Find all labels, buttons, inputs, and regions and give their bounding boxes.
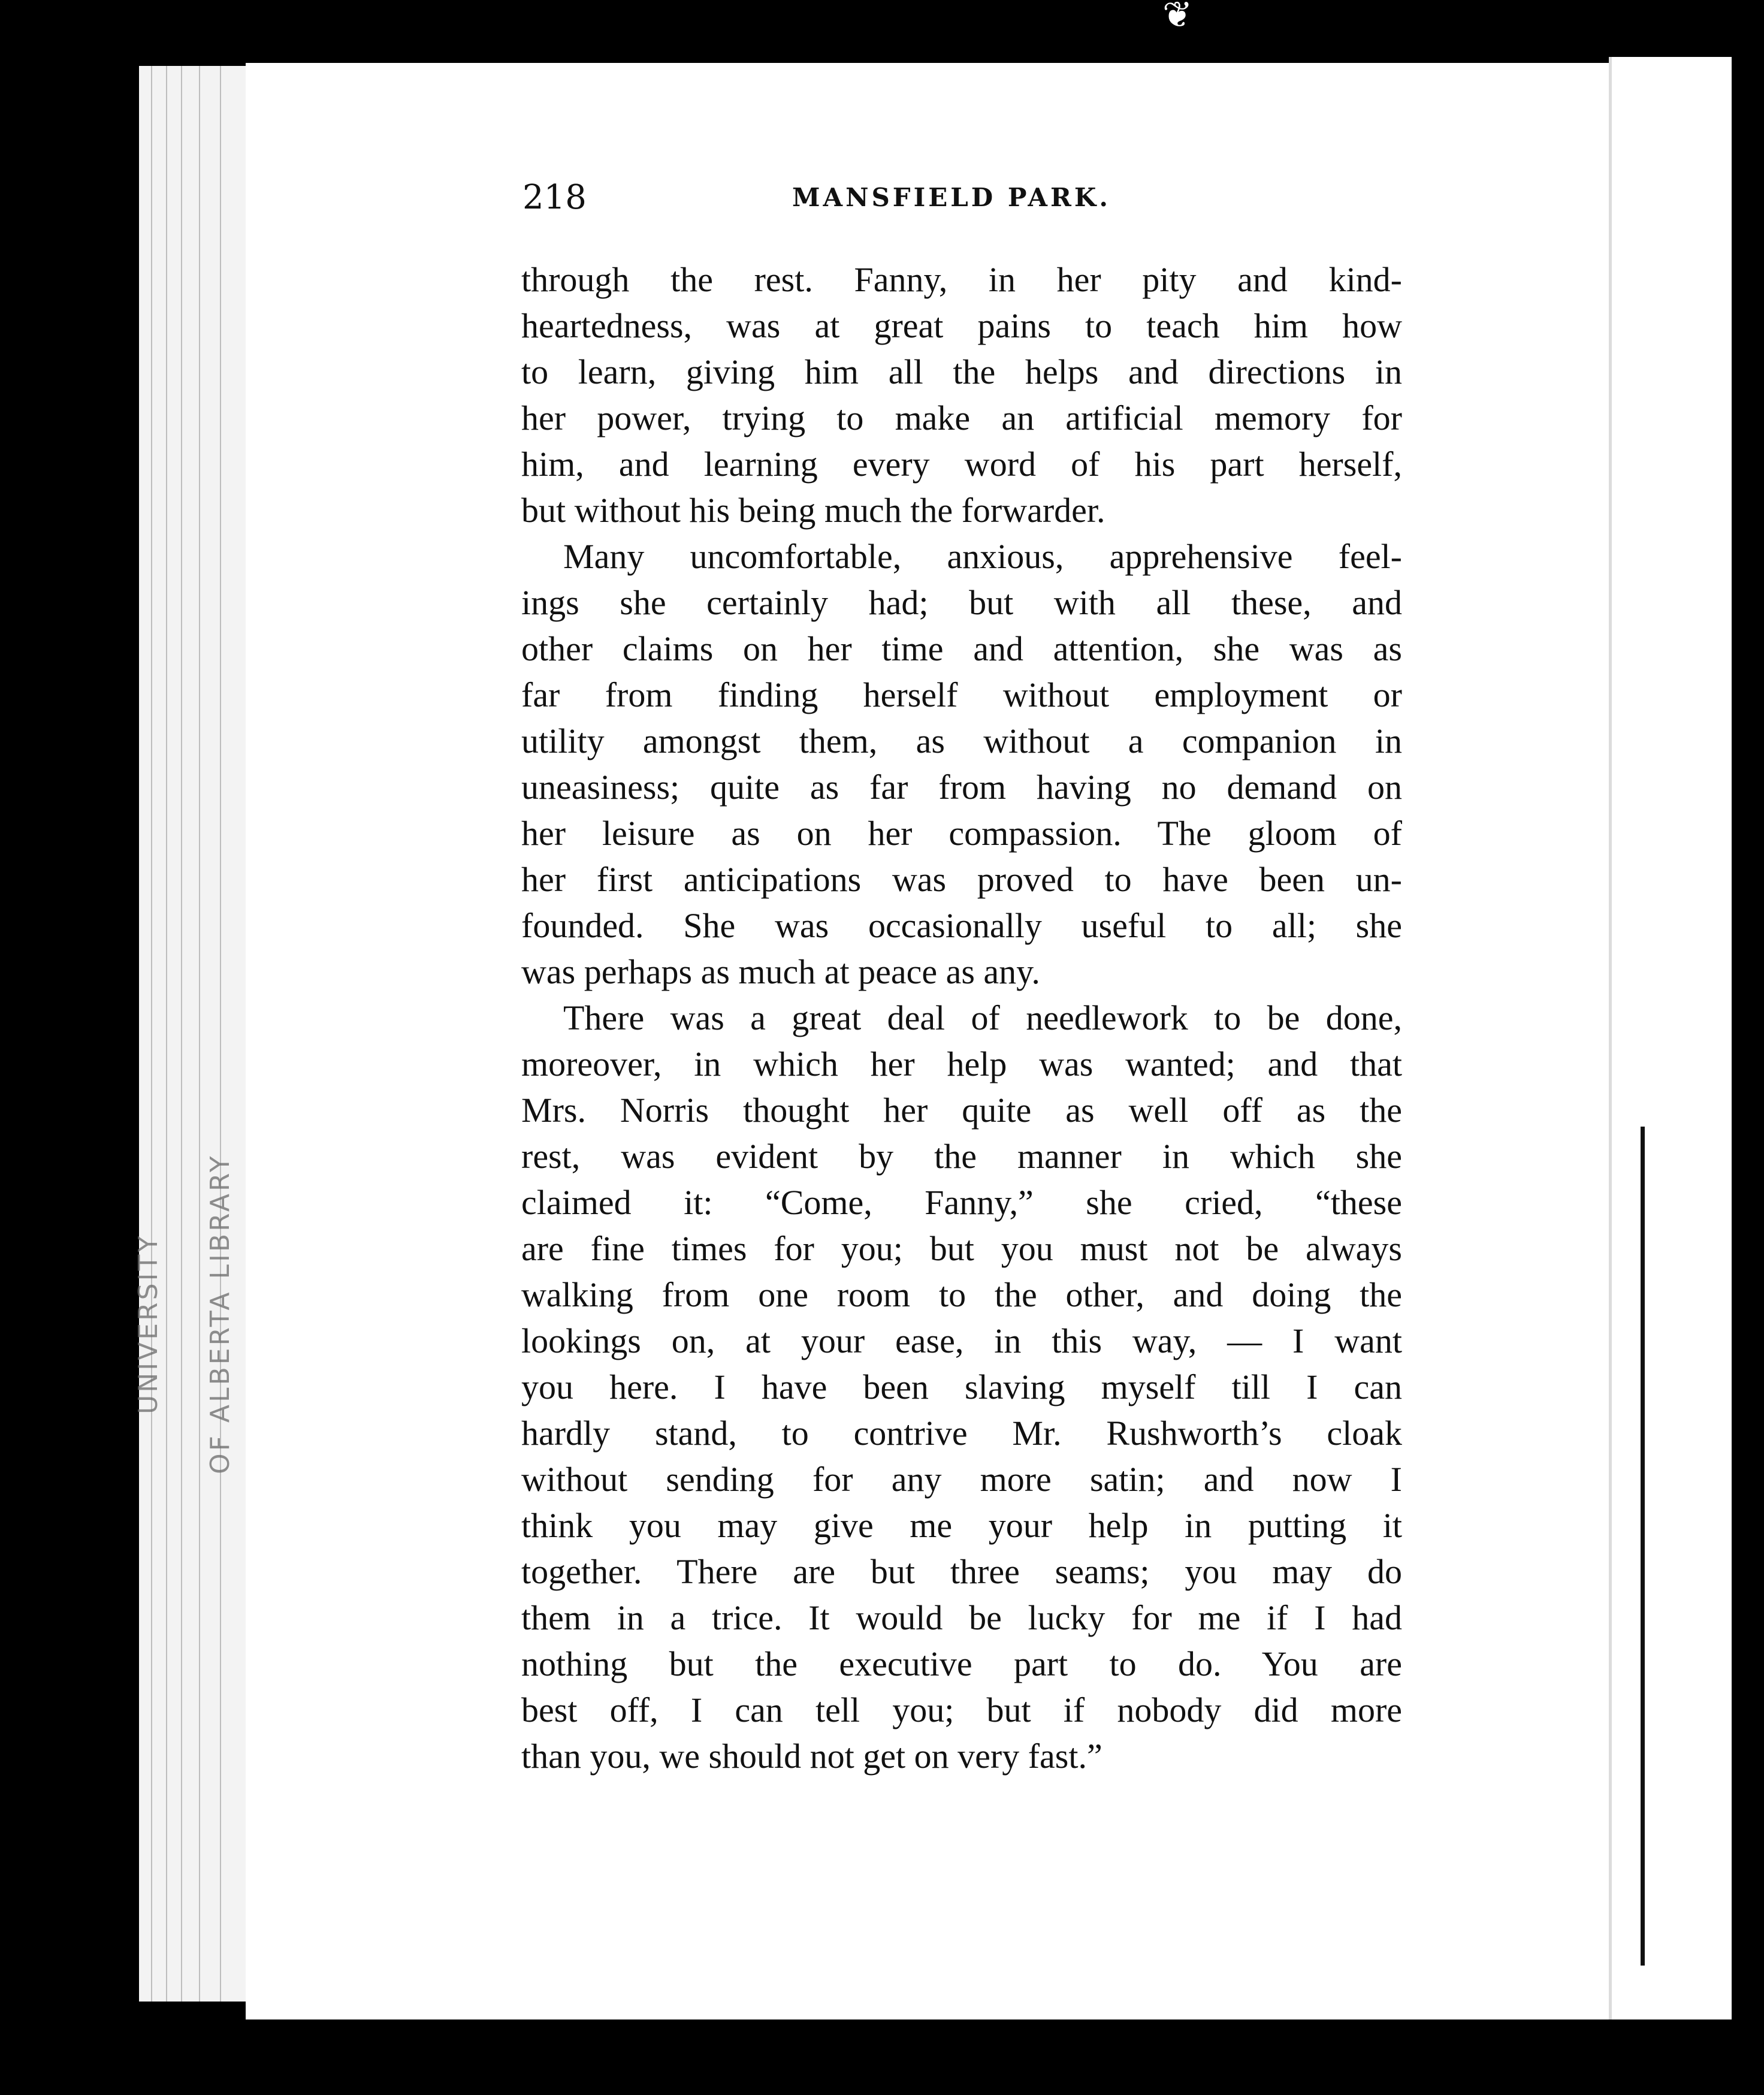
text-line: together. There are but three seams; you may do — [521, 1552, 1402, 1591]
text-line: her first anticipations was proved to have been un- — [521, 860, 1402, 899]
text-line: walking from one room to the other, and doing the — [521, 1275, 1402, 1314]
text-line: you here. I have been slaving myself till I can — [521, 1368, 1402, 1406]
text-line: far from finding herself without employment or — [521, 675, 1402, 714]
text-line: to learn, giving him all the helps and directions in — [521, 352, 1402, 391]
text-line: was perhaps as much at peace as any. — [521, 952, 1040, 991]
text-line: best off, I can tell you; but if nobody did more — [521, 1691, 1402, 1729]
text-line: Many uncomfortable, anxious, apprehensive feel- — [563, 537, 1402, 576]
text-line: nothing but the executive part to do. You are — [521, 1644, 1402, 1683]
text-line: her leisure as on her compassion. The gloom of — [521, 814, 1402, 853]
page-edges — [133, 66, 261, 2002]
edge-line — [220, 66, 221, 2002]
text-line: There was a great deal of needlework to be done, — [563, 998, 1402, 1037]
text-line: hardly stand, to contrive Mr. Rushworth’s cloak — [521, 1414, 1402, 1453]
edge-line — [181, 66, 182, 2002]
text-line: through the rest. Fanny, in her pity and kind- — [521, 260, 1402, 299]
text-line: them in a trice. It would be lucky for me if I had — [521, 1598, 1402, 1637]
edge-stamp-line1: UNIVERSITY — [133, 1233, 164, 1414]
text-line: are fine times for you; but you must not be always — [521, 1229, 1402, 1268]
body-text — [521, 256, 1402, 1779]
text-line: without sending for any more satin; and now I — [521, 1460, 1402, 1499]
text-line: her power, trying to make an artificial memory for — [521, 399, 1402, 437]
running-title: MANSFIELD PARK. — [792, 183, 1111, 212]
running-header — [522, 174, 1134, 222]
edge-line — [166, 66, 167, 2002]
text-line: other claims on her time and attention, she was as — [521, 629, 1402, 668]
text-line: than you, we should not get on very fast.” — [521, 1737, 1102, 1776]
paragraph — [521, 533, 1402, 995]
edge-line — [199, 66, 200, 2002]
text-line: utility amongst them, as without a companion in — [521, 722, 1402, 760]
facing-page — [1612, 57, 1732, 2019]
edge-stamp-line2: OF ALBERTA LIBRARY — [205, 1154, 235, 1474]
text-line: him, and learning every word of his part herself, — [521, 445, 1402, 484]
text-line: lookings on, at your ease, in this way, — I want — [521, 1321, 1402, 1360]
text-line: Mrs. Norris thought her quite as well off as the — [521, 1091, 1402, 1130]
edge-line — [151, 66, 152, 2002]
paragraph — [521, 995, 1402, 1779]
text-line: founded. She was occasionally useful to all; she — [521, 906, 1402, 945]
scan-mark: ❦ — [1162, 0, 1193, 36]
text-line: but without his being much the forwarder. — [521, 491, 1105, 530]
paragraph — [521, 256, 1402, 533]
text-line: uneasiness; quite as far from having no demand on — [521, 768, 1402, 807]
text-line: ings she certainly had; but with all these, and — [521, 583, 1402, 622]
text-line: heartedness, was at great pains to teach him how — [521, 306, 1402, 345]
facing-page-edge — [1641, 1127, 1645, 1966]
text-line: moreover, in which her help was wanted; and that — [521, 1045, 1402, 1083]
text-line: think you may give me your help in putting it — [521, 1506, 1402, 1545]
text-line: claimed it: “Come, Fanny,” she cried, “these — [521, 1183, 1402, 1222]
page-number: 218 — [522, 178, 587, 217]
text-line: rest, was evident by the manner in which she — [521, 1137, 1402, 1176]
